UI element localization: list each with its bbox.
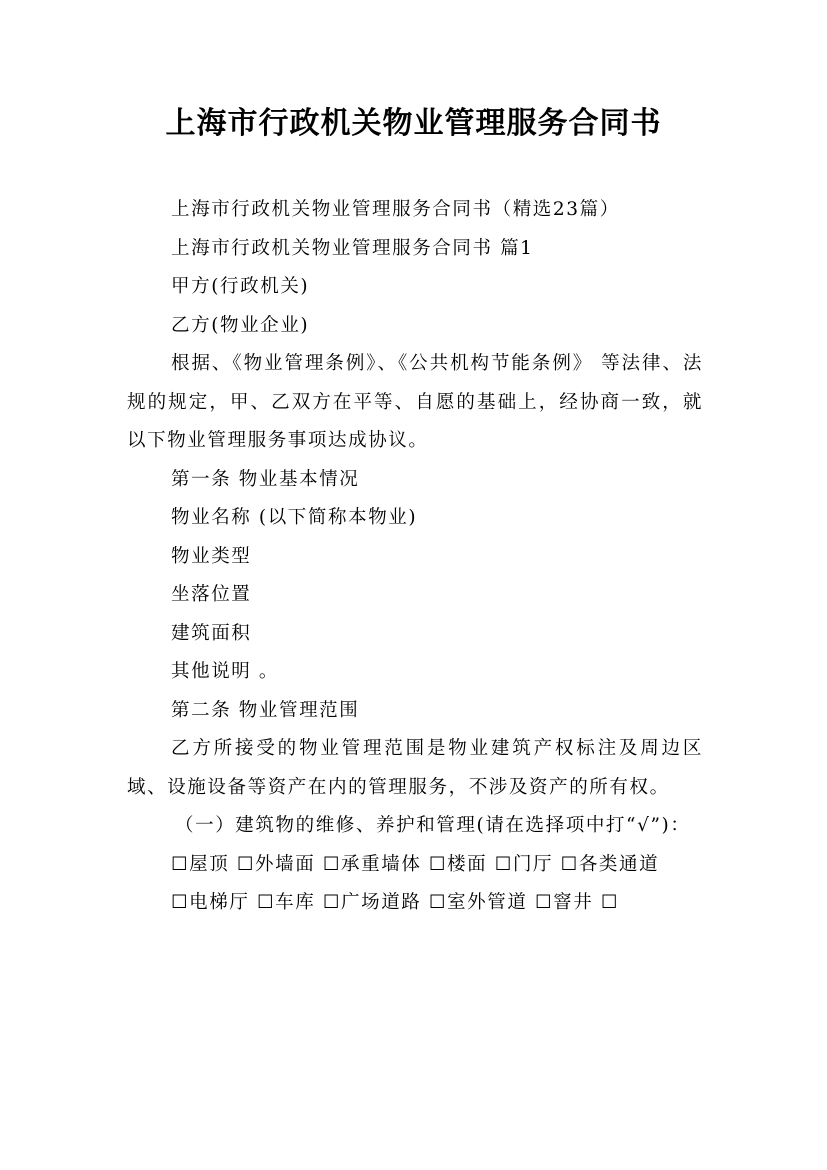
paragraph-party-b: 乙方(物业企业)	[171, 314, 310, 336]
paragraph-article-2: 第二条 物业管理范围	[171, 699, 360, 721]
paragraph-scope: 乙方所接受的物业管理范围是物业建筑产权标注及周边区域、设施设备等资产在内的管理服务，不涉及资产的所有权。	[127, 738, 703, 798]
document-body	[127, 191, 703, 923]
paragraph-property-name: 物业名称 (以下简称本物业)	[171, 507, 418, 528]
paragraph-building-maintenance: （一）建筑物的维修、养护和管理(请在选择项中打“√”)：	[175, 815, 691, 836]
paragraph-preamble: 根据、《物业管理条例》、《公共机构节能条例》 等法律、法规的规定，甲、乙双方在平等、自愿的基础上，经协商一致，就以下物业管理服务事项达成协议。	[127, 353, 703, 451]
paragraph-party-a: 甲方(行政机关)	[171, 276, 310, 297]
paragraph-other-notes: 其他说明 。	[171, 661, 279, 682]
paragraph-property-type: 物业类型	[171, 545, 252, 567]
paragraph-article-1: 第一条 物业基本情况	[171, 468, 360, 490]
paragraph-location: 坐落位置	[171, 584, 252, 605]
paragraph-checklist-1: ☐屋顶 ☐外墙面 ☐承重墙体 ☐楼面 ☐门厅 ☐各类通道	[171, 853, 660, 875]
paragraph-subtitle: 上海市行政机关物业管理服务合同书（精选23篇）	[171, 199, 620, 220]
paragraph-section-heading: 上海市行政机关物业管理服务合同书 篇1	[171, 237, 534, 259]
paragraph-building-area: 建筑面积	[171, 622, 252, 644]
document-title: 上海市行政机关物业管理服务合同书	[165, 106, 662, 141]
paragraph-checklist-2: ☐电梯厅 ☐车库 ☐广场道路 ☐室外管道 ☐窨井 ☐	[171, 892, 620, 913]
